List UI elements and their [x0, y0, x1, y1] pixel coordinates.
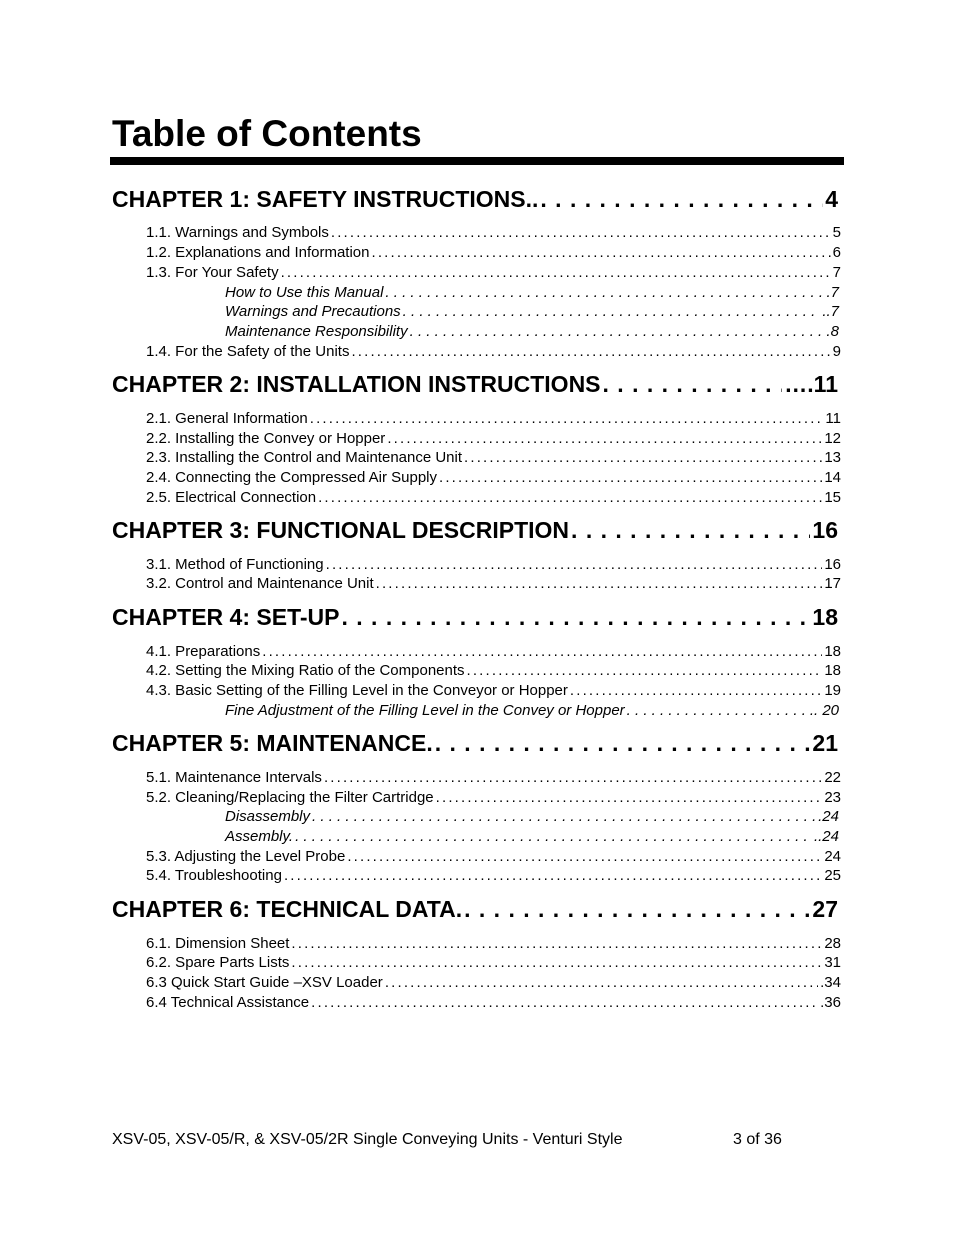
toc-subentry-page-number: .7 [826, 284, 839, 301]
dot-leader [627, 702, 808, 719]
toc-chapter-4[interactable] [112, 604, 838, 631]
dot-leader [291, 935, 822, 952]
title-rule [110, 157, 844, 165]
dot-leader [310, 410, 824, 427]
toc-subentry-label: Disassembly [225, 808, 311, 825]
dot-leader [387, 430, 822, 447]
toc-entry-page-number: 19 [824, 682, 841, 699]
toc-subentry-label: Warnings and Precautions [225, 303, 401, 320]
toc-entry-page-number: 18 [824, 643, 841, 660]
toc-chapter-2-page-number: ….11 [784, 371, 838, 397]
dot-leader [376, 575, 823, 592]
toc-entry[interactable] [146, 867, 841, 884]
toc-entry[interactable] [146, 769, 841, 786]
toc-entry-page-number: 28 [824, 935, 841, 952]
dot-leader [347, 848, 822, 865]
toc-entry-page-number: 25 [824, 867, 841, 884]
toc-entry-page-number: .34 [820, 974, 841, 991]
toc-chapter-4-page-number: 18 [812, 604, 838, 630]
toc-entry-page-number: .36 [820, 994, 841, 1011]
toc-entry-label: 2.5. Electrical Connection [146, 489, 317, 506]
dot-leader [318, 489, 822, 506]
toc-chapter-4-label: CHAPTER 4: SET-UP [112, 604, 340, 630]
toc-entry-label: 1.1. Warnings and Symbols [146, 224, 329, 241]
toc-subentry-label: Maintenance Responsibility [225, 323, 408, 340]
toc-entry-label: 6.2. Spare Parts Lists [146, 954, 290, 971]
toc-subentry[interactable] [225, 284, 839, 301]
toc-entry-page-number: 22 [824, 769, 841, 786]
toc-entry-label: 4.3. Basic Setting of the Filling Level in the Conveyor or Hopper [146, 682, 568, 699]
toc-entry-label: 5.4. Troubleshooting [146, 867, 282, 884]
toc-entry-page-number: 6 [832, 244, 841, 261]
dot-leader [341, 604, 810, 631]
footer-document-title: XSV-05, XSV-05/R, & XSV-05/2R Single Conveying Units - Venturi Style [112, 1131, 623, 1148]
dot-leader [403, 303, 821, 320]
toc-entry[interactable] [146, 343, 841, 360]
dot-leader [291, 954, 822, 971]
dot-leader [281, 264, 831, 281]
toc-entry[interactable] [146, 935, 841, 952]
toc-entry-page-number: 24 [824, 848, 841, 865]
toc-subentry-page-number: .24 [818, 808, 839, 825]
toc-subentry[interactable] [225, 808, 839, 825]
dot-leader [439, 469, 822, 486]
toc-entry-page-number: 5 [832, 224, 841, 241]
dot-leader [284, 867, 822, 884]
toc-entry-label: 6.3 Quick Start Guide –XSV Loader [146, 974, 383, 991]
toc-chapter-1-page-number: 4 [825, 186, 838, 212]
page-title: Table of Contents [112, 113, 422, 154]
dot-leader [603, 371, 783, 398]
dot-leader [351, 343, 830, 360]
toc-entry[interactable] [146, 489, 841, 506]
toc-subentry-page-number: .. 20 [809, 702, 839, 719]
dot-leader [311, 994, 818, 1011]
toc-entry-label: 1.3. For Your Safety [146, 264, 279, 281]
toc-entry[interactable] [146, 848, 841, 865]
toc-entry-page-number: 16 [824, 556, 841, 573]
toc-chapter-3-label: CHAPTER 3: FUNCTIONAL DESCRIPTION [112, 517, 570, 543]
toc-entry-label: 1.4. For the Safety of the Units [146, 343, 350, 360]
toc-entry[interactable] [146, 643, 841, 660]
toc-entry-label: 5.2. Cleaning/Replacing the Filter Cartridge [146, 789, 434, 806]
toc-entry-label: 2.1. General Information [146, 410, 308, 427]
toc-entry-page-number: 13 [824, 449, 841, 466]
toc-chapter-5-page-number: 21 [812, 730, 838, 756]
toc-entry-label: 2.2. Installing the Convey or Hopper [146, 430, 386, 447]
toc-chapter-2-label: CHAPTER 2: INSTALLATION INSTRUCTIONS [112, 371, 601, 397]
dot-leader [324, 769, 822, 786]
footer-page-number: 3 of 36 [733, 1131, 782, 1148]
toc-chapter-1[interactable] [112, 186, 838, 213]
toc-entry-label: 5.3. Adjusting the Level Probe [146, 848, 346, 865]
toc-chapter-6-label: CHAPTER 6: TECHNICAL DATA. [112, 896, 463, 922]
toc-subentry-page-number: ..24 [813, 828, 839, 845]
dot-leader [571, 517, 810, 544]
toc-chapter-3-page-number: 16 [812, 517, 838, 543]
dot-leader [436, 789, 823, 806]
toc-entry-page-number: 18 [824, 662, 841, 679]
toc-entry-label: 5.1. Maintenance Intervals [146, 769, 322, 786]
toc-entry-page-number: 14 [824, 469, 841, 486]
toc-entry-page-number: 23 [824, 789, 841, 806]
dot-leader [385, 974, 818, 991]
dot-leader [331, 224, 831, 241]
dot-leader [464, 896, 810, 923]
toc-entry[interactable] [146, 575, 841, 592]
toc-entry-label: 3.2. Control and Maintenance Unit [146, 575, 374, 592]
toc-entry-label: 3.1. Method of Functioning [146, 556, 324, 573]
dot-leader [262, 643, 822, 660]
toc-entry[interactable] [146, 556, 841, 573]
dot-leader [464, 449, 822, 466]
dot-leader [570, 682, 822, 699]
toc-entry[interactable] [146, 410, 841, 427]
toc-entry[interactable] [146, 264, 841, 281]
toc-entry[interactable] [146, 430, 841, 447]
toc-entry-label: 6.4 Technical Assistance [146, 994, 310, 1011]
toc-subentry-page-number: ..7 [822, 303, 839, 320]
toc-entry[interactable] [146, 994, 841, 1011]
toc-subentry-label: Fine Adjustment of the Filling Level in the Convey or Hopper [225, 702, 625, 719]
toc-entry-page-number: 15 [824, 489, 841, 506]
toc-chapter-1-label: CHAPTER 1: SAFETY INSTRUCTIONS.. [112, 186, 539, 212]
dot-leader [371, 244, 830, 261]
toc-chapter-5[interactable] [112, 730, 838, 757]
toc-subentry-label: How to Use this Manual [225, 284, 384, 301]
toc-entry[interactable] [146, 244, 841, 261]
toc-entry-label: 2.3. Installing the Control and Maintenance Unit [146, 449, 463, 466]
toc-entry-page-number: 12 [824, 430, 841, 447]
toc-entry-page-number: 17 [824, 575, 841, 592]
toc-entry[interactable] [146, 449, 841, 466]
toc-entry-label: 4.2. Setting the Mixing Ratio of the Components [146, 662, 465, 679]
dot-leader [295, 828, 812, 845]
toc-chapter-6-page-number: 27 [812, 896, 838, 922]
toc-entry-label: 1.2. Explanations and Information [146, 244, 370, 261]
dot-leader [467, 662, 823, 679]
toc-subentry-page-number: 8 [830, 323, 839, 340]
toc-entry-page-number: 31 [824, 954, 841, 971]
toc-entry-label: 6.1. Dimension Sheet [146, 935, 290, 952]
toc-entry[interactable] [146, 789, 841, 806]
toc-entry-page-number: 7 [832, 264, 841, 281]
toc-entry[interactable] [146, 954, 841, 971]
toc-entry-page-number: 9 [832, 343, 841, 360]
toc-chapter-5-label: CHAPTER 5: MAINTENANCE. [112, 730, 433, 756]
toc-subentry[interactable] [225, 702, 839, 719]
dot-leader [326, 556, 823, 573]
toc-subentry[interactable] [225, 323, 839, 340]
toc-entry[interactable] [146, 682, 841, 699]
toc-entry[interactable] [146, 662, 841, 679]
dot-leader [435, 730, 811, 757]
toc-entry-label: 4.1. Preparations [146, 643, 261, 660]
toc-entry[interactable] [146, 469, 841, 486]
toc-entry-label: 2.4. Connecting the Compressed Air Supply [146, 469, 437, 486]
dot-leader [312, 808, 816, 825]
toc-entry[interactable] [146, 224, 841, 241]
toc-subentry-label: Assembly. [225, 828, 294, 845]
toc-chapter-6[interactable] [112, 896, 838, 923]
toc-subentry[interactable] [225, 828, 839, 845]
dot-leader [385, 284, 824, 301]
toc-entry-page-number: 11 [825, 410, 841, 427]
toc-chapter-3[interactable] [112, 517, 838, 544]
dot-leader [540, 186, 823, 213]
toc-subentry[interactable] [225, 303, 839, 320]
dot-leader [410, 323, 829, 340]
toc-entry[interactable] [146, 974, 841, 991]
toc-chapter-2[interactable] [112, 371, 838, 398]
